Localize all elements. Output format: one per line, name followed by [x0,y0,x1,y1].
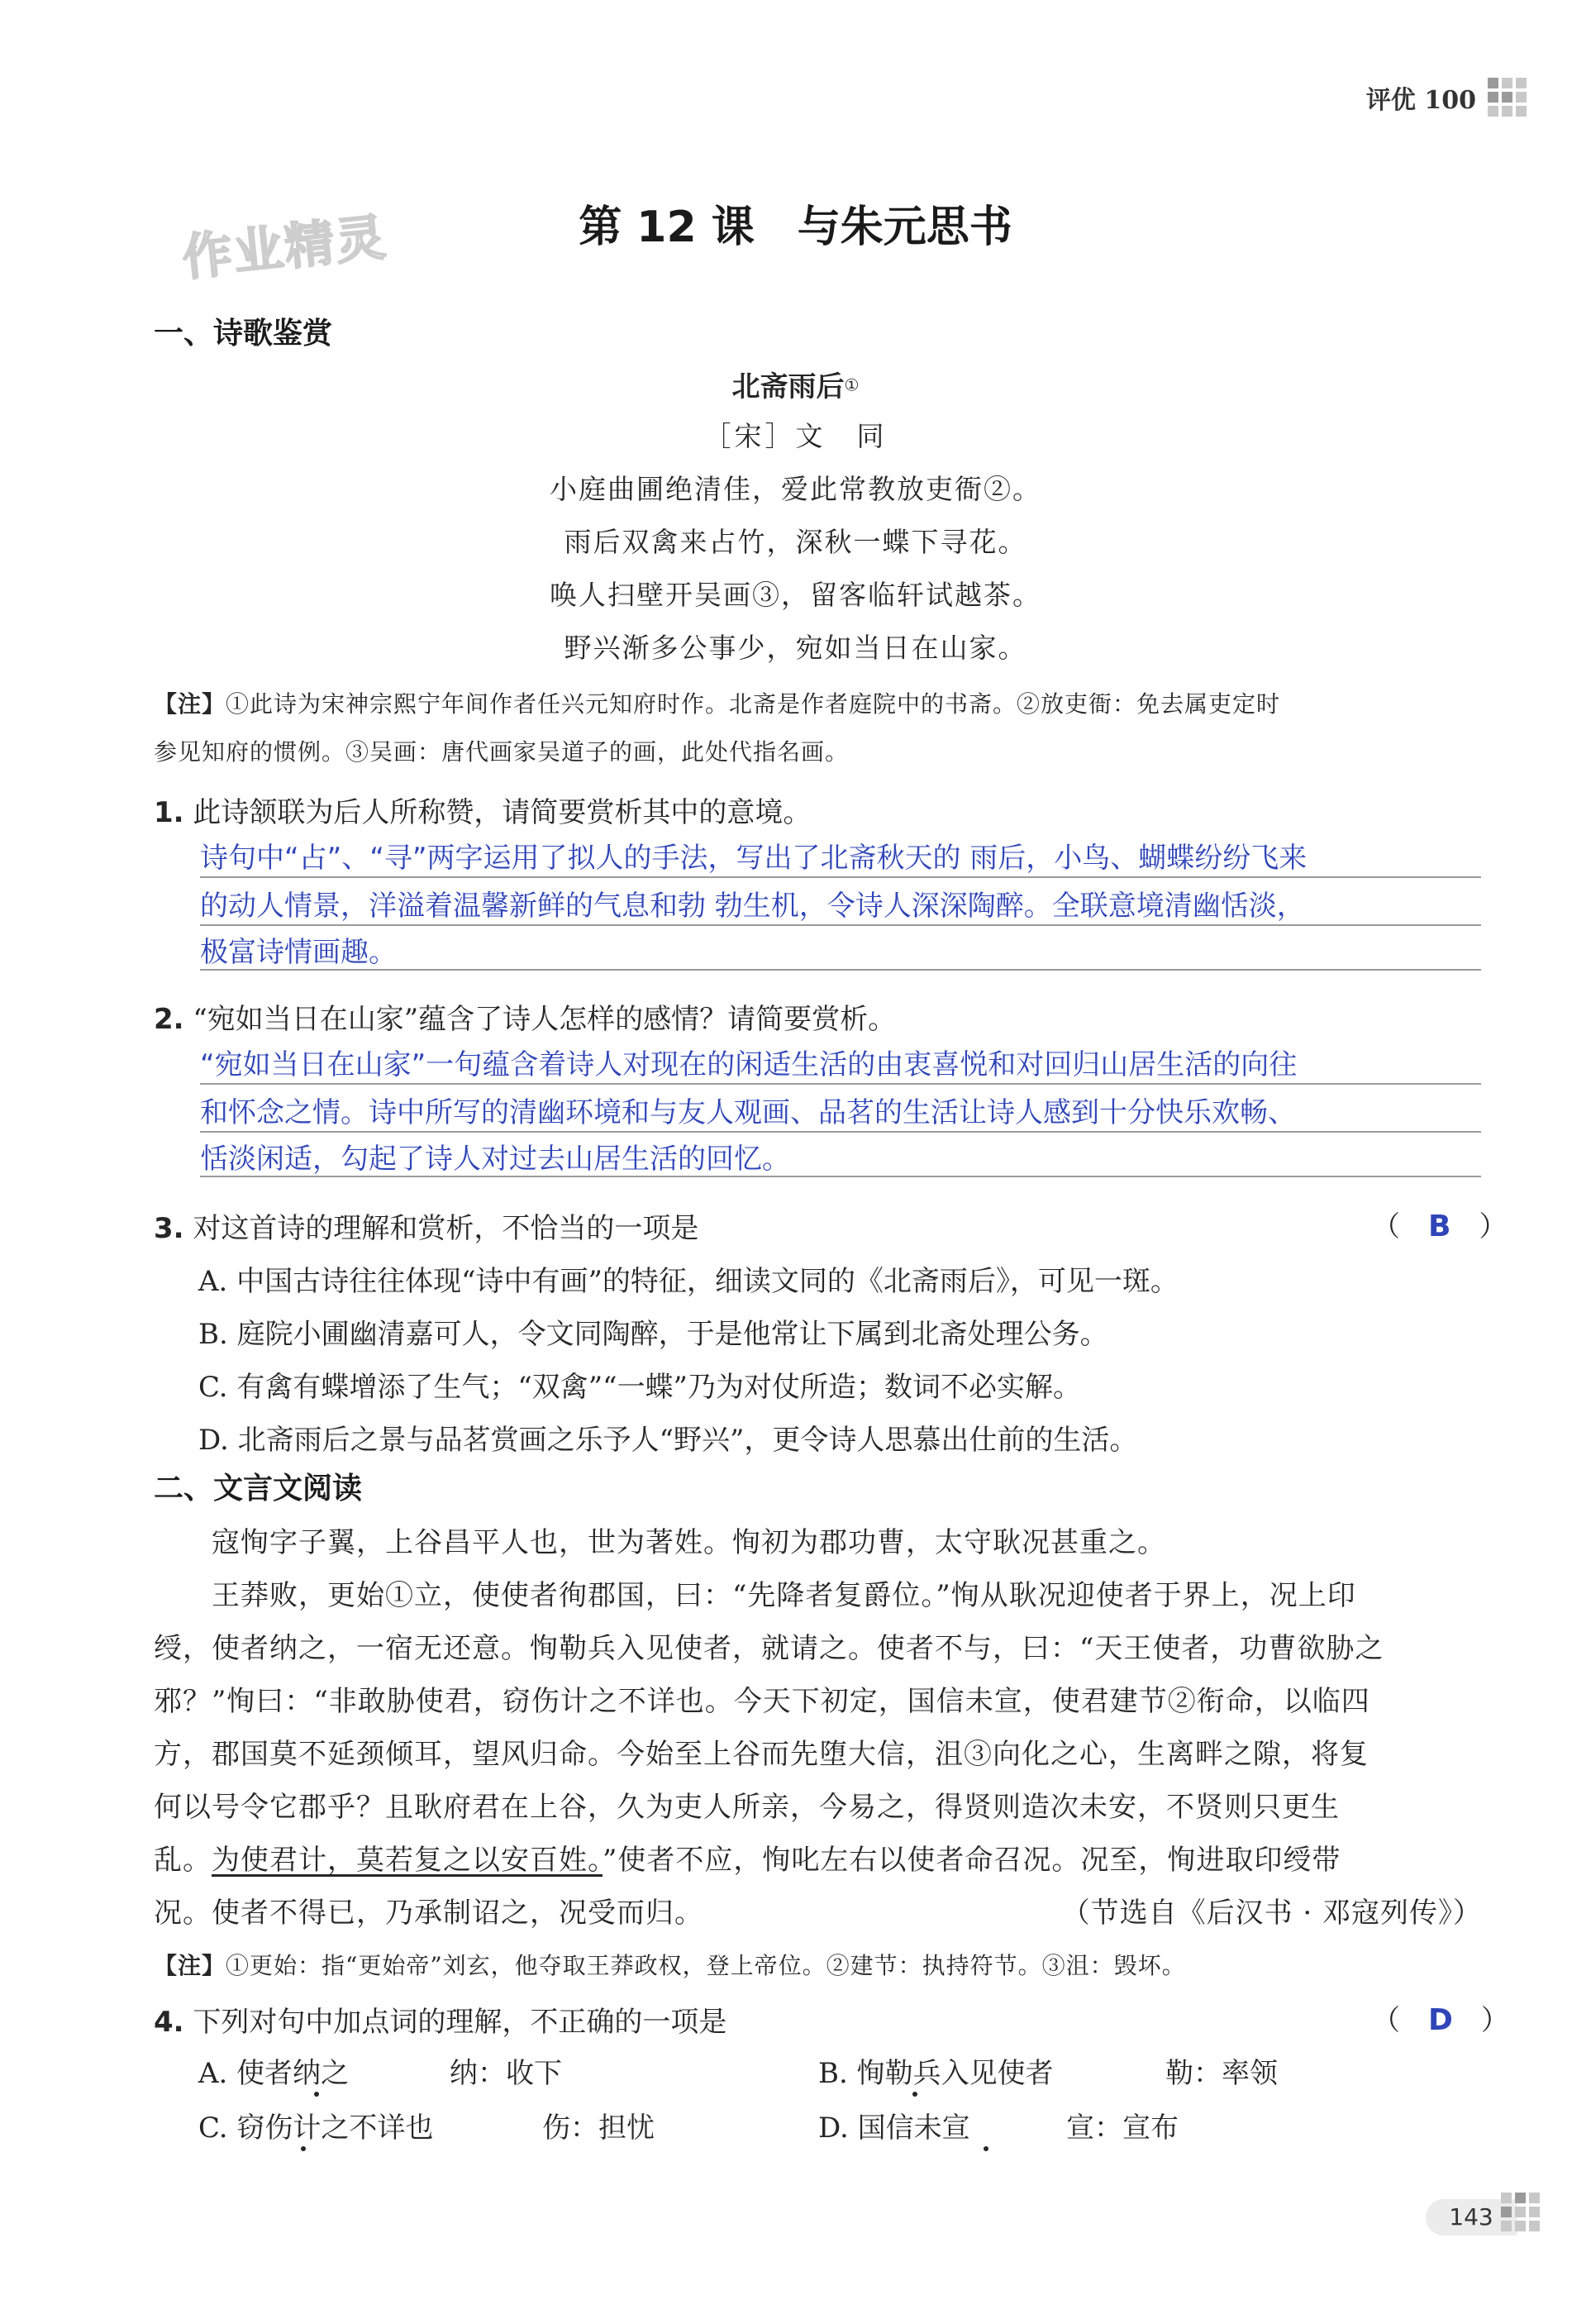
question-text: 此诗颔联为后人所称赞，请简要赏析其中的意境。 [193,796,812,829]
answer-box: （ B ） [1372,1210,1508,1243]
answer-rule [200,969,1481,971]
underlined-sentence: 为使君计，莫若复之以安百姓。 [212,1844,603,1877]
answer-rule [200,924,1481,926]
answer-rule [200,1176,1481,1177]
poem-note-line2: 参见知府的惯例。③吴画：唐代画家吴道子的画，此处代指名画。 [154,738,850,766]
emphasis-dot [912,2092,917,2097]
option-a: A. 中国古诗往往体现“诗中有画”的特征，细读文同的《北斋雨后》，可见一斑。 [198,1265,1179,1298]
emphasis-dot [301,2146,306,2151]
passage-line: 况。使者不得已，乃承制诏之，况受而归。 [154,1897,703,1930]
header-brand [1366,78,1527,117]
answer-line: “宛如当日在山家”一句蕴含着诗人对现在的闲适生活的由衷喜悦和对回归山居生活的向往 [200,1048,1298,1081]
question-text: “宛如当日在山家”蕴含了诗人怎样的感情？请简要赏析。 [193,1003,897,1036]
poem-line: 唤人扫壁开吴画③，留客临轩试越茶。 [550,579,1041,611]
note-label: 【注】 [154,1952,226,1979]
brand-grid-icon [1488,78,1527,117]
note-text: ①此诗为宋神宗熙宁年间作者任兴元知府时作。北斋是作者庭院中的书斋。②放吏衙：免去属吏定时 [226,690,1281,718]
poem-line: 雨后双禽来占竹，深秋一蝶下寻花。 [564,526,1027,558]
passage-note [154,1948,1186,1981]
passage-text: 乱。 [154,1844,212,1877]
answer-rule [200,1131,1481,1133]
answer-letter: D [1428,2003,1453,2037]
answer-line: 极富诗情画趣。 [200,936,397,969]
emphasis-dot [314,2092,319,2097]
passage-line: 邪？”恂曰：“非敢胁使君，窃伤计之不详也。今天下初定，国信未宣，使君建节②衔命，以临四 [154,1685,1370,1718]
poem-author: ［宋］文 同 [703,420,888,452]
passage-source: （节选自《后汉书 · 邓寇列传》） [1061,1897,1482,1930]
poem-note-line1 [154,686,1280,719]
passage-text: ”使者不应，恂叱左右以使者命召况。况至，恂进取印绶带 [603,1844,1341,1877]
question-number: 4. [154,2006,184,2039]
passage-line: 何以号令它郡乎？且耿府君在上谷，久为吏人所亲，今易之，得贤则造次未安，不贤则只更生 [154,1791,1340,1824]
option-b: B. 庭院小圃幽清嘉可人，令文同陶醉，于是他常让下属到北斋处理公务。 [198,1318,1108,1351]
question-text: 下列对句中加点词的理解，不正确的一项是 [193,2006,727,2039]
answer-line: 诗句中“占”、“寻”两字运用了拟人的手法，写出了北斋秋天的 雨后，小鸟、蝴蝶纷纷飞来 [200,842,1308,875]
poem-title-note-marker: ① [844,375,860,395]
page-number: 143 [1426,2199,1517,2236]
option-d: D. 北斋雨后之景与品茗赏画之乐予人“野兴”，更令诗人思慕出仕前的生活。 [198,1424,1138,1457]
question-number: 1. [154,796,184,829]
section-heading-poetry: 一、诗歌鉴赏 [154,317,333,351]
note-text: ①更始：指“更始帝”刘玄，他夺取王莽政权，登上帝位。②建节：执持符节。③沮：毁坏。 [226,1952,1186,1979]
poem-line: 野兴渐多公事少，宛如当日在山家。 [564,632,1027,664]
question-text: 对这首诗的理解和赏析，不恰当的一项是 [193,1212,699,1245]
passage-line: 绶，使者纳之，一宿无还意。恂勒兵入见使者，就请之。使者不与，曰：“天王使者，功曹欲胁之 [154,1632,1384,1665]
question-2 [154,996,896,1037]
option-b-meaning: 勒：率领 [1165,2057,1278,2090]
answer-box: （ D ） [1372,2003,1509,2037]
question-number: 2. [154,1003,184,1036]
option-d-meaning: 宣：宣布 [1066,2112,1179,2145]
option-c-meaning: 伤：担忧 [542,2112,655,2145]
watermark-logo: 作业精灵 [179,208,390,288]
option-c: C. 有禽有蝶增添了生气；“双禽”“一蝶”乃为对仗所造；数词不必实解。 [198,1371,1081,1404]
answer-rule [200,876,1481,878]
question-4 [154,1999,726,2040]
answer-letter: B [1428,1210,1451,1243]
option-d: D. 国信未宣 [818,2112,970,2145]
option-b: B. 恂勒兵入见使者 [818,2057,1054,2090]
passage-line: 方，郡国莫不延颈倾耳，望风归命。今始至上谷而先堕大信，沮③向化之心，生离畔之隙，将复 [154,1738,1369,1771]
passage-line: 王莽败，更始①立，使使者徇郡国，曰：“先降者复爵位。”恂从耿况迎使者于界上，况上印 [212,1579,1356,1612]
option-c: C. 窃伤计之不详也 [198,2112,434,2145]
option-a-meaning: 纳：收下 [450,2057,562,2090]
poem-line: 小庭曲圃绝清佳，爱此常教放吏衙②。 [550,473,1041,505]
emphasis-dot [984,2146,988,2151]
passage-paragraph: 寇恂字子翼，上谷昌平人也，世为著姓。恂初为郡功曹，太守耿况甚重之。 [212,1526,1166,1559]
section-heading-classical: 二、文言文阅读 [154,1472,363,1506]
question-1 [154,790,811,830]
poem-title-block [0,364,1591,404]
note-label: 【注】 [154,690,226,718]
answer-line: 恬淡闲适，勾起了诗人对过去山居生活的回忆。 [200,1143,790,1176]
answer-line: 的动人情景，洋溢着温馨新鲜的气息和勃 勃生机，令诗人深深陶醉。全联意境清幽恬淡， [200,890,1305,923]
answer-line: 和怀念之情。诗中所写的清幽环境和与友人观画、品茗的生活让诗人感到十分快乐欢畅、 [200,1096,1296,1129]
brand-label: 评优 100 [1365,85,1476,115]
question-number: 3. [154,1212,184,1245]
answer-rule [200,1083,1481,1085]
page-title: 第 12 课 与朱元思书 [579,203,1012,252]
option-a: A. 使者纳之 [198,2057,350,2090]
passage-line [154,1837,1341,1878]
question-3 [154,1205,698,1246]
footer-grid-icon [1501,2193,1540,2231]
poem-title: 北斋雨后 [731,370,845,403]
